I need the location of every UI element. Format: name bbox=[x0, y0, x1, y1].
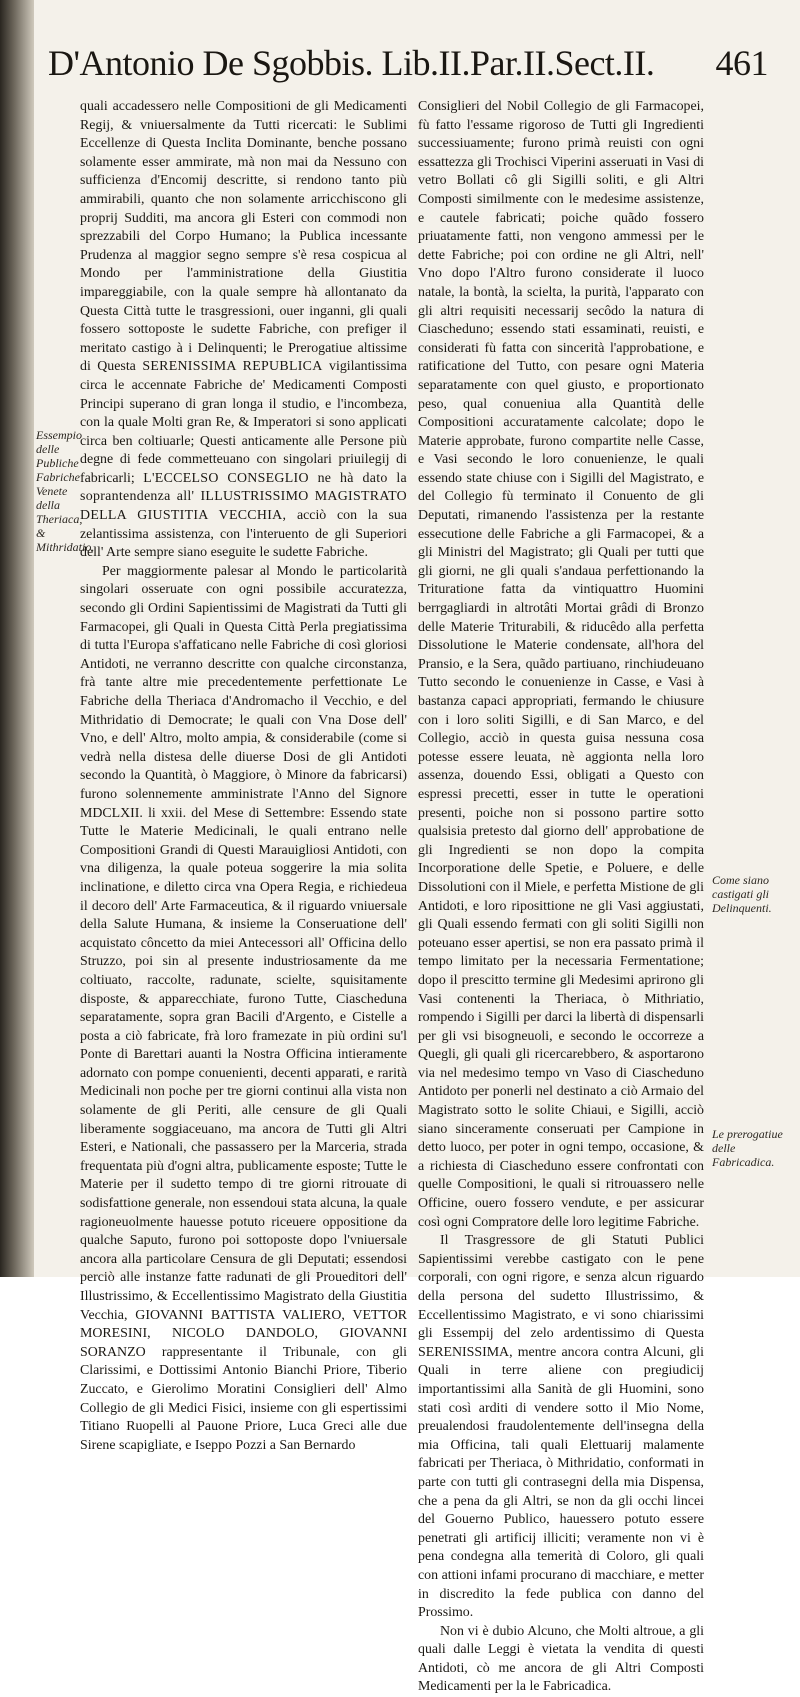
right-text-column bbox=[418, 98, 704, 1695]
paragraph bbox=[80, 98, 407, 563]
page-number: 461 bbox=[715, 43, 768, 83]
paragraph: Consiglieri del Nobil Collegio de gli Farmacopei, fù fatto l'essame rigoroso de Tutti gli Ingredienti successiuamente; furono primà reuisti con ogni essattezza gli Trochisci Viperini asseruati in Vasi di vetro Bollati cô gli Sigilli soliti, e gli Altri Composti similmente con le medesime assistenze, e cautele fabricati; poiche quãdo fossero priuatamente fatti, non vengono ammessi per le dette Fabriche; poi con ordine ne gli Altri, nell' Vno dopo l'Altro furono considerate il luoco natale, la bontà, la scielta, la purità, l'apparato con gli altri requisiti necessarij secôdo la natura di Ciascheduno; essendo stati essaminati, reuisti, e considerati fù fatta con sincerità l'approbatione, e ratificatione del Tutto, con pesare ogni Materia separatamente con quel giusto, e proportionato peso, qual conueniua alla Quantità delle Compositioni accuratamente calcolate; dopo le Materie approbate, furono compartite nelle Casse, e Vasi secondo le loro conuenienze, le quali essendo state chiuse con i Sigilli del Magistrato, e del Collegio fù terminato il Conuento de gli Deputati, rimanendo l'assistenza per la restante essecutione delle Fabriche a gli Farmacopei, & a gli Ministri del Magistrato; gli Quali per tutti que gli giorni, ne gli quali s'andaua perfettionando la Trituratione fatta da vintiquattro Huomini berrgagliardi in altrotâti Mortai grâdi di Bronzo delle Materie Triturabili, & riducêdo alla perfetta Dissolutione le Materie condensate, all'hora del Pransio, e la Sera, quãdo partiuano, rinchiudeuano Tutto secondo le conuenienze in Casse, e Vasi à bastanza capaci appropriati, fermando le chiusure con i loro soliti Sigilli, e di San Marco, e del Collegio, acciò in questa guisa nessuna cosa potesse essere leuata, nè aggionta nella loro assenza, douendo Essi, obligati a Questo con espressi precetti, esser in tutte le operationi presenti, poiche non si possono partire sotto qualsisia pretesto dal giorno dell' approbatione de gli Ingredienti se non dopo la compita Incorporatione delle Spetie, e Poluere, e delle Dissolutioni con il Miele, e perfetta Mistione de gli Antidoti, e loro riposittione ne gli Vasi aggiustati, gli Quali essendo fermati con gli soliti Sigilli non poteuano esser apertisi, se non era passato primà il tempo limitato per la necessaria Fermentatione; dopo il prescitto termine gli Medesimi aprirono gli Vasi contenenti la Theriaca, ò Mithriatio, rompendo i Sigilli per darci la libertà di dispensarli per gli vsi bisogneuoli, e secondo le occorreze a Quegli, gli quali gli ricercarebbero, & asportarono via nel medesimo tempo vn Vaso di Ciascheduno Antidoto per ponerli nel destinato a ciò Armaio del Magistrato sotto le solite Chiaui, e Sigilli, acciò siano sinceramente conseruati per Campione in detto luoco, per poter in ogni tempo, occasione, & a richiesta di Ciascheduno essere confrontati con quelle Compositioni, le quali si ritrouassero nelle Officine, ouero fossero vendute, e per assicurar così ogni Compratore delle loro legitime Fabriche. bbox=[418, 99, 704, 1230]
margin-note-right: Come siano castigati gli Delinquenti. bbox=[712, 873, 772, 915]
text-run: acciò con la sua zelantissima assistenza, con l'interuento de gli Superiori dell' Arte sempre siano eseguite le sudette Fabriche. bbox=[80, 508, 407, 561]
text-run: quali accadessero nelle Compositioni de gli Medicamenti Regij, & vniuersalmente da Tutti ricercati: le Sublimi Eccellenze di Questa Inclita Dominante, benche possano solamente esser ammirate, mà non mai da Nessuno con sufficienza d'Encomij descritte, si rendono tanto più ammirabili, quanto che non solamente arricchiscono gli proprij Sudditi, ma ancora gli Esteri con commodi non sprezzabili del Corpo Humano; la Publica incessante Prudenza al maggior segno sempre s'è resa cospicua al Mondo per l'amministratione della Giustitia impareggiabile, con la quale sempre hà allontanato da Questa Città tutte le trasgressioni, ouer inganni, gli quali fossero sottoposte le sudette Fabriche, con prefiger il meritato castigo à i Delinquenti; le Prerogatiue altissime di Questa bbox=[80, 99, 407, 375]
left-text-column bbox=[80, 98, 407, 1453]
paragraph: Il Trasgressore de gli Statuti Publici Sapientissimi verebbe castigato con le pene corporali, con ogni rigore, e senza alcun riguardo della persona del sudetto Illustrissimo, & Eccellentissimo Magistrato, e vi sono chiarissimi gli Essempij del zelo ardentissimo di Questa SERENISSIMA, mentre ancora contra Alcuni, gli Quali in terre aliene con pregiudicij importantissimi alla Sanità de gli Huomini, sono stati così arditi di vendere sotto il Mio Nome, preualendosi fraudolentemente dell'insegna della mia Officina, tali quali Elettuarij malamente fabricati per Theriaca, ò Mithridatio, conformati in parte con tutti gli contrasegni della mia Dispensa, che a pena da gli Altri, se non da gli occhi lincei del Gouerno Publico, hauessero potuto essere penetrati gli artificij illiciti; veramente non vi è pena condegna alla temerità di Coloro, gli quali con attioni infami procurano di macchiare, e metter in discredito la fede publica con danno del Prossimo. bbox=[418, 1233, 704, 1621]
text-run: vigilantissima circa le accennate Fabriche de' Medicamenti Composti Principi superano di gran longa il studio, e l'incombeza, con la quale Molti gran Re, & Imperatori si sono applicati circa ben coltiuarle; Questi anticamente alle Persone più degne di fede commetteuano con singolari priuilegij di fabricarli; bbox=[80, 359, 407, 486]
text-run-caps: L'ECCELSO CONSEGLIO ne hà dato la soprantendenza all' ILLUSTRISSIMO MAGISTRATO DELLA GIUSTITIA VECCHIA, bbox=[80, 470, 407, 524]
page-gutter-shadow bbox=[0, 0, 34, 1277]
margin-note-right: Le prerogatiue delle Fabricadica. bbox=[712, 1127, 783, 1169]
paragraph: Per maggiormente palesar al Mondo le particolarità singolari osseruate con ogni possibile accuratezza, secondo gli Ordini Sapientissimi de Magistrati da Tutti gli Farmacopei, gli Quali in Questa Città Perla pregiatissima di tutta l'Europa s'affaticano nelle Fabriche di così gloriosi Antidoti, ne verranno descritte con qualche circonstanza, frà tante altre mie precedentemente perfettionate Le Fabriche della Theriaca d'Andromacho il Vecchio, e del Mithridatio di Democrate; le quali con Vna Dose dell' Vno, e dell' Altro, molto ampia, & considerabile (come si vedrà nella distesa delle diuerse Dosi de gli Antidoti secondo la Quantità, ò Maggiore, ò Minore da fabricarsi) furono solennemente amministrate l'Anno del Signore MDCLXII. li xxii. del Mese di Settembre: Essendo state Tutte le Materie Medicinali, le quali entrano nelle Compositioni Grandi di Questi Marauigliosi Antidoti, con vna diligenza, la quale poteua soggerire la mia solita inclinatione, e diletto circa vna Opera Regia, e richiedeua il decoro dell' Arte Farmaceutica, & il riguardo vniuersale della Salute Humana, & insieme la Conseruatione dell' acquistato côncetto da miei Antecessori all' Officina dello Struzzo, poi sin al presente industriosamente da me coltiuato, raccolte, radunate, scielte, squisitamente disposte, & apparecchiate, furono Tutte, Ciascheduna separatamente, sopra gran Bacili d'Argento, e Cistelle a posta a ciò fabricate, frà loro framezate in più ordini su'l Ponte di Barettari auanti la Nostra Officina intieramente adornato con pompe conuenienti, decenti apparati, e rarità Medicinali non poche per tre giorni continui alla vista non solamente de gli Periti, alle censure de gli Quali liberamente soggiaceuano, ma ancora de Tutti gli Altri Esteri, e Nationali, che passassero per la Marceria, strada frequentata più d'ogni altra, publicamente esposte; Tutte le Materie per il sudetto tempo di tre giorni ritrouate di sodisfattione generale, non essendoui stata alcuna, la quale ragioneuolmente hauesse potuto riceuere oppositione da qualche Saputo, furono poi sottoposte dopo l'vniuersale ancora alla particolare Censura de gli Deputati; essendosi perciò alle instanze fatte radunati de gli Proueditori dell' Illustrissimo, & Eccellentissimo Magistrato della Giustitia Vecchia, GIOVANNI BATTISTA VALIERO, VETTOR MORESINI, NICOLO DANDOLO, GIOVANNI SORANZO rappresentante il Tribunale, con gli Clarissimi, e Dottissimi Antonio Bianchi Priore, Tiberio Zuccato, e Gierolimo Moratini Consiglieri dell' Almo Collegio de gli Medici Fisici, insieme con gli espertissimi Titiano Ruopelli al Pauone Priore, Luca Greci alle due Sirene scapigliate, e Iseppo Pozzi a San Bernardo bbox=[80, 563, 407, 1453]
header-title: D'Antonio De Sgobbis. Lib.II.Par.II.Sect.II. bbox=[48, 43, 655, 83]
text-run-caps: SERENISSIMA REPUBLICA bbox=[142, 359, 323, 375]
paragraph: Non vi è dubio Alcuno, che Molti altroue, a gli quali dalle Leggi è vietata la vendita di questi Antidoti, cò me ancora de gli Altri Composti Medicamenti per la le Fabricadica. bbox=[418, 1623, 704, 1695]
margin-note-left: Essempio delle Publiche Fabriche Venete della Theriaca, & Mithridatio. bbox=[36, 428, 95, 554]
running-header bbox=[48, 34, 768, 92]
